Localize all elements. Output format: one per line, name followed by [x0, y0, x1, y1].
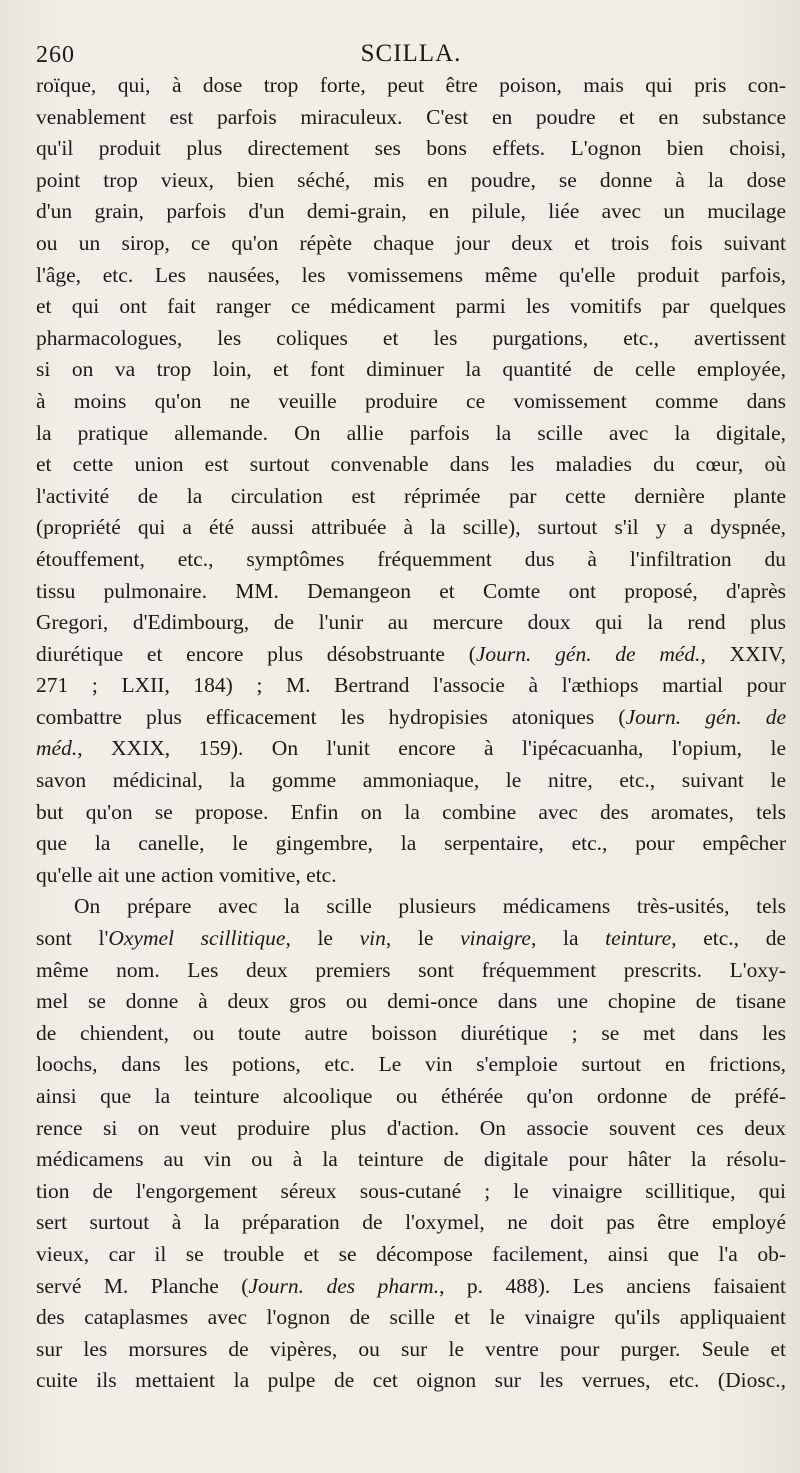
text-line [36, 828, 786, 860]
text-span: point trop vieux, bien séché, mis en poudre, se donne à la dose [36, 167, 786, 192]
text-line [36, 1302, 786, 1334]
text-line [36, 70, 786, 102]
text-line [36, 765, 786, 797]
text-span: vieux, car il se trouble et se décompose facilement, ainsi que l'a ob- [36, 1241, 786, 1266]
text-span: tissu pulmonaire. MM. Demangeon et Comte ont proposé, d'après [36, 578, 786, 603]
text-span: mel se donne à deux gros ou demi-once dans une chopine de tisane [36, 989, 786, 1014]
text-line [36, 386, 786, 418]
text-span: même nom. Les deux premiers sont fréquemment prescrits. L'oxy- [36, 957, 786, 982]
running-head: SCILLA. [360, 40, 462, 67]
text-span: , XXIX, 159). On l'unit encore à l'ipécacuanha, l'opium, le [77, 736, 786, 761]
text-line [36, 323, 786, 355]
text-span: et qui ont fait ranger ce médicament parmi les vomitifs par quelques [36, 294, 786, 319]
text-span: savon médicinal, la gomme ammoniaque, le nitre, etc., suivant le [36, 768, 786, 793]
text-span: étouffement, etc., symptômes fréquemment dus à l'infiltration du [36, 546, 786, 571]
text-line [36, 1049, 786, 1081]
text-span: but qu'on se propose. Enfin on la combine avec des aromates, tels [36, 799, 786, 824]
text-line [36, 1271, 786, 1303]
text-line [36, 260, 786, 292]
text-line [36, 196, 786, 228]
text-line [36, 955, 786, 987]
text-line [36, 702, 786, 734]
italic-span: Journ. gén. de [625, 704, 786, 729]
text-line [36, 418, 786, 450]
text-line [36, 102, 786, 134]
text-span: , le [385, 926, 461, 951]
body-text [36, 70, 786, 1397]
italic-span: vinaigre [460, 926, 531, 951]
text-line [36, 797, 786, 829]
text-span: combattre plus efficacement les hydropisies atoniques ( [36, 704, 626, 729]
text-span: de chiendent, ou toute autre boisson diurétique ; se met dans les [36, 1020, 786, 1045]
text-line [36, 1365, 786, 1397]
text-span: servé M. Planche ( [36, 1273, 249, 1298]
italic-span: méd. [36, 736, 78, 761]
text-span: sont l' [36, 926, 109, 951]
text-span: , XXIV, [700, 641, 786, 666]
text-line [36, 860, 786, 892]
italic-span: teinture [605, 926, 672, 951]
text-span: et cette union est surtout convenable dans les maladies du cœur, où [36, 452, 786, 477]
text-span: à moins qu'on ne veuille produire ce vomissement comme dans [36, 388, 786, 413]
text-span: Gregori, d'Edimbourg, de l'unir au mercure doux qui la rend plus [36, 610, 786, 635]
text-line [36, 291, 786, 323]
text-span: venablement est parfois miraculeux. C'est en poudre et en substance [36, 104, 786, 129]
text-line [36, 607, 786, 639]
text-span: , la [530, 926, 606, 951]
text-span: tion de l'engorgement séreux sous-cutané ; le vinaigre scillitique, qui [36, 1178, 786, 1203]
text-line [36, 670, 786, 702]
text-span: d'un grain, parfois d'un demi-grain, en pilule, liée avec un mucilage [36, 199, 786, 224]
text-span: loochs, dans les potions, etc. Le vin s'emploie surtout en frictions, [36, 1052, 786, 1077]
text-span: si on va trop loin, et font diminuer la quantité de celle employée, [36, 357, 786, 382]
text-span: des cataplasmes avec l'ognon de scille et le vinaigre qu'ils appliquaient [36, 1305, 786, 1330]
text-line [36, 1334, 786, 1366]
italic-span: Journ. des pharm. [248, 1273, 440, 1298]
text-line [36, 1144, 786, 1176]
text-span: , p. 488). Les anciens faisaient [439, 1273, 786, 1298]
text-line [36, 512, 786, 544]
text-line [36, 1176, 786, 1208]
text-line [36, 165, 786, 197]
text-span: la pratique allemande. On allie parfois la scille avec la digitale, [36, 420, 786, 445]
text-span: ainsi que la teinture alcoolique ou éthérée qu'on ordonne de préfé- [36, 1084, 786, 1108]
text-line [36, 1207, 786, 1239]
text-line [36, 891, 786, 923]
text-span: , etc., de [671, 926, 786, 951]
text-line [36, 576, 786, 608]
text-span: rence si on veut produire plus d'action. On associe souvent ces deux [36, 1115, 786, 1140]
italic-span: Journ. gén. de méd. [475, 641, 701, 666]
text-span: , le [285, 926, 360, 951]
text-line [36, 449, 786, 481]
text-line [36, 986, 786, 1018]
italic-span: Oxymel scillitique [108, 926, 286, 951]
text-span: pharmacologues, les coliques et les purgations, etc., avertissent [36, 325, 786, 350]
text-span: cuite ils mettaient la pulpe de cet oignon sur les verrues, etc. (Diosc., [36, 1368, 786, 1393]
text-span: (propriété qui a été aussi attribuée à la scille), surtout s'il y a dyspnée, [36, 515, 786, 540]
text-span: On prépare avec la scille plusieurs médicamens très-usités, tels [74, 894, 786, 919]
page-number: 260 [36, 42, 75, 68]
italic-span: vin [359, 926, 386, 951]
text-span: qu'il produit plus directement ses bons effets. L'ognon bien choisi, [36, 136, 786, 161]
text-line [36, 923, 786, 955]
text-span: sur les morsures de vipères, ou sur le ventre pour purger. Seule et [36, 1336, 786, 1361]
text-span: l'âge, etc. Les nausées, les vomissemens même qu'elle produit parfois, [36, 262, 786, 287]
text-line [36, 1081, 786, 1113]
text-span: qu'elle ait une action vomitive, etc. [36, 862, 337, 887]
text-span: l'activité de la circulation est réprimée par cette dernière plante [36, 483, 786, 508]
text-line [36, 639, 786, 671]
text-line [36, 733, 786, 765]
text-line [36, 1018, 786, 1050]
text-line [36, 1113, 786, 1145]
page-header [36, 26, 786, 70]
text-line [36, 1239, 786, 1271]
text-span: diurétique et encore plus désobstruante ( [36, 641, 476, 666]
text-line [36, 133, 786, 165]
text-span: ou un sirop, ce qu'on répète chaque jour deux et trois fois suivant [36, 230, 786, 255]
text-line [36, 354, 786, 386]
text-span: sert surtout à la préparation de l'oxymel, ne doit pas être employé [36, 1210, 786, 1235]
text-line [36, 228, 786, 260]
text-span: médicamens au vin ou à la teinture de digitale pour hâter la résolu- [36, 1147, 786, 1172]
text-span: que la canelle, le gingembre, la serpentaire, etc., pour empêcher [36, 831, 786, 856]
text-line [36, 481, 786, 513]
text-line [36, 544, 786, 576]
text-span: roïque, qui, à dose trop forte, peut être poison, mais qui pris con- [36, 73, 786, 97]
text-span: 271 ; LXII, 184) ; M. Bertrand l'associe à l'æthiops martial pour [36, 673, 786, 698]
